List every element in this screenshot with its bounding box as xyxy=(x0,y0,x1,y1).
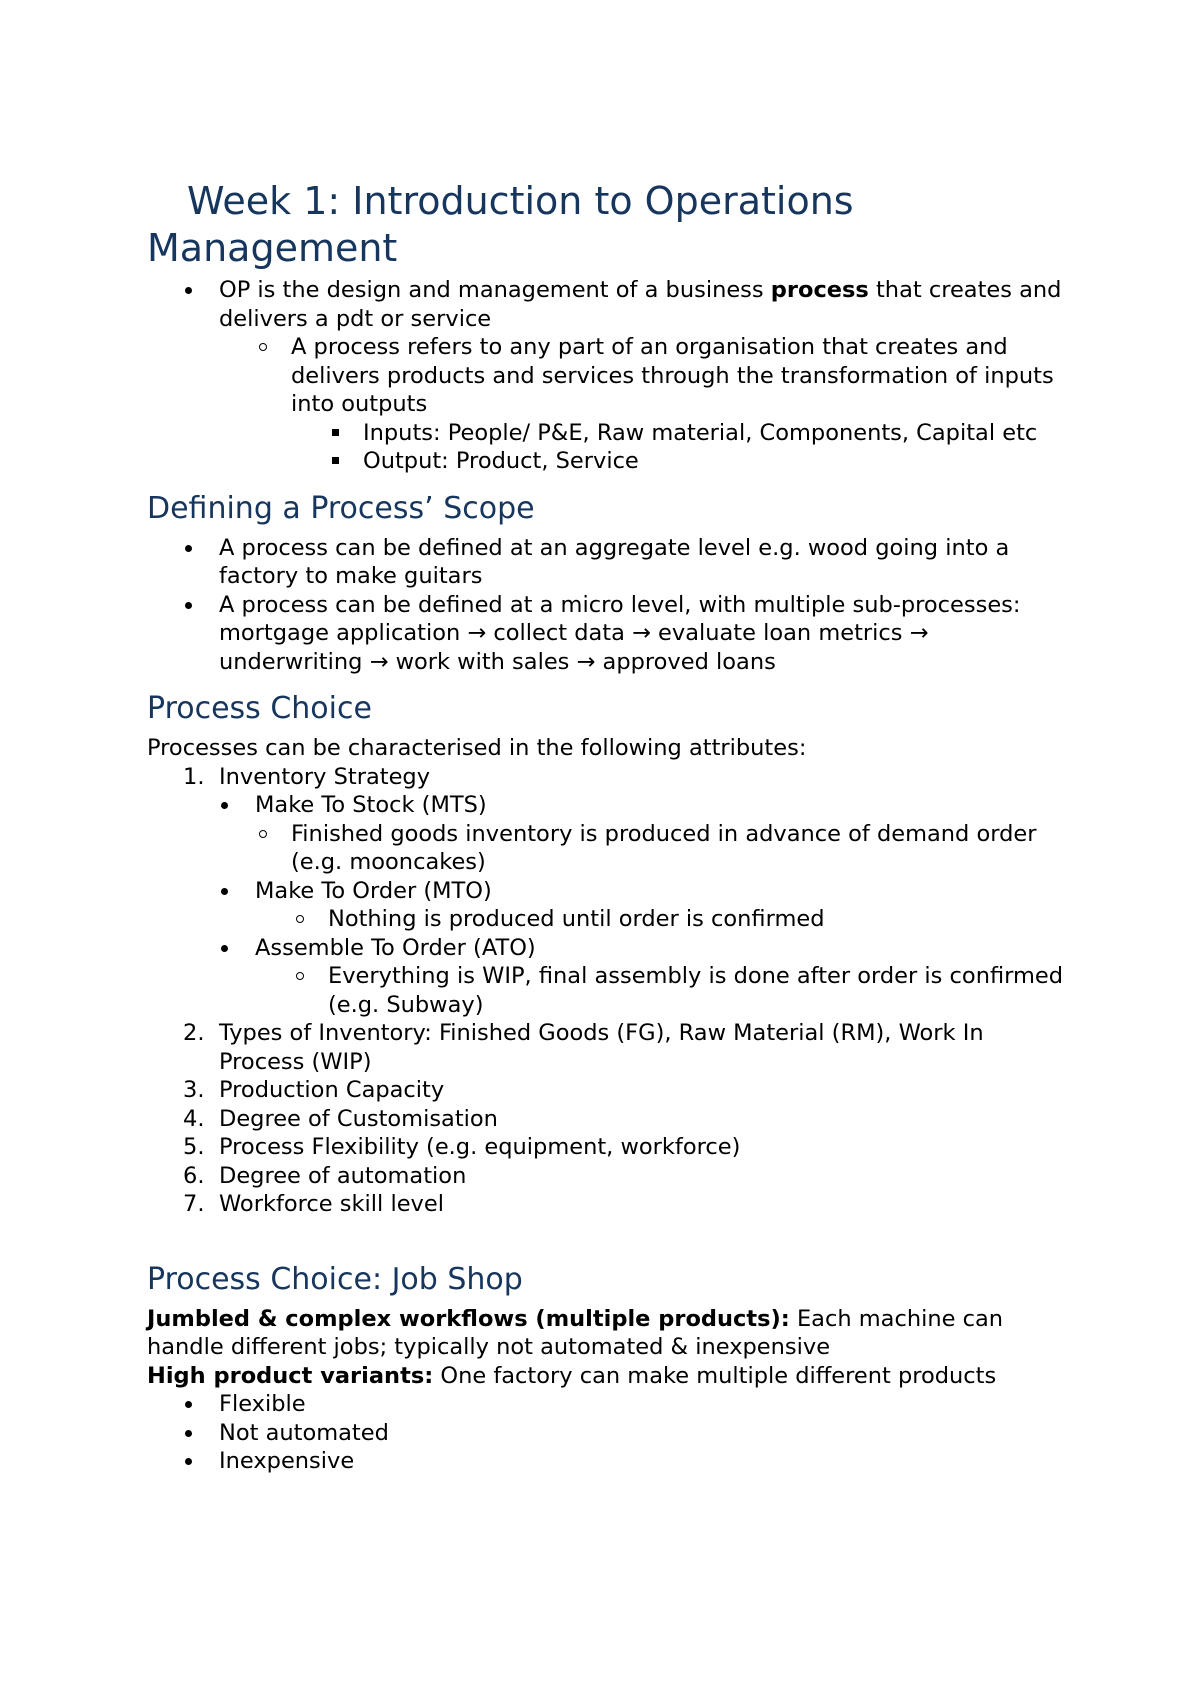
list-item xyxy=(147,791,1067,820)
document-page xyxy=(147,178,1067,1476)
bullet-icon xyxy=(185,287,192,294)
bullet-icon xyxy=(185,1430,192,1437)
list-item xyxy=(147,333,1067,419)
list-item-text: Make To Order (MTO) xyxy=(255,877,492,904)
circle-bullet-icon xyxy=(259,830,267,838)
list-item xyxy=(147,763,1067,792)
paragraph xyxy=(147,1305,1067,1362)
jobshop-list xyxy=(147,1390,1067,1476)
list-item-text: OP is the design and management of a business xyxy=(219,277,771,303)
list-item xyxy=(147,1133,1067,1162)
square-bullet-icon xyxy=(332,429,339,436)
list-number: 3. xyxy=(183,1077,205,1103)
list-item xyxy=(147,447,1067,476)
list-item xyxy=(147,877,1067,906)
list-item xyxy=(147,1447,1067,1476)
intro-list xyxy=(147,276,1067,476)
list-item xyxy=(147,1190,1067,1219)
paragraph-text: Each machine can handle different jobs; typically not automated & inexpensive xyxy=(147,1305,1004,1360)
circle-bullet-icon xyxy=(296,972,304,980)
list-number: 6. xyxy=(183,1162,205,1189)
list-item-text: A process can be defined at an aggregate level e.g. wood going into a factory to make guitars xyxy=(219,534,1010,589)
list-item xyxy=(147,591,1067,677)
page-title xyxy=(147,178,1067,272)
title-line-2: Management xyxy=(147,226,398,270)
list-item xyxy=(147,905,1067,934)
list-item xyxy=(147,419,1067,448)
list-item-text: Types of Inventory: Finished Goods (FG), Raw Material (RM), Work In Process (WIP) xyxy=(219,1020,984,1075)
list-item-text: Inventory Strategy xyxy=(219,763,431,790)
list-item-text: Degree of automation xyxy=(219,1162,467,1189)
bold-term: process xyxy=(770,277,869,303)
list-item-text: Nothing is produced until order is confirmed xyxy=(328,906,825,932)
list-item-text: that creates and delivers a pdt or service xyxy=(219,277,1062,332)
paragraph-text: One factory can make multiple different products xyxy=(433,1362,997,1389)
bullet-icon xyxy=(221,888,228,895)
square-bullet-icon xyxy=(332,457,339,464)
bullet-icon xyxy=(221,945,228,952)
list-item xyxy=(147,1105,1067,1134)
list-item xyxy=(147,962,1067,1019)
list-item-text: Everything is WIP, final assembly is done after order is confirmed (e.g. Subway) xyxy=(328,963,1064,1018)
list-item-text: Assemble To Order (ATO) xyxy=(255,934,536,961)
bullet-icon xyxy=(185,602,192,609)
list-item-text: Inexpensive xyxy=(219,1448,355,1474)
section-heading: Defining a Process’ Scope xyxy=(147,490,535,526)
list-item-text: Degree of Customisation xyxy=(219,1105,498,1132)
list-item-text: Output: Product, Service xyxy=(363,448,639,474)
paragraph: Processes can be characterised in the following attributes: xyxy=(147,735,807,761)
list-number: 4. xyxy=(183,1105,205,1132)
list-item-text: Make To Stock (MTS) xyxy=(255,792,487,818)
section-heading: Process Choice xyxy=(147,691,372,726)
list-item-text: A process can be defined at a micro level, with multiple sub-processes: mortgage application → collect data → evaluate loan metrics → underwriting → work with sales → approved loans xyxy=(219,591,1021,675)
list-item-text: A process refers to any part of an organisation that creates and delivers products and services through the transformation of inputs into outputs xyxy=(291,334,1054,417)
list-item xyxy=(147,534,1067,591)
list-item xyxy=(147,1390,1067,1419)
list-item xyxy=(147,1162,1067,1191)
circle-bullet-icon xyxy=(259,343,267,351)
list-item-text: Inputs: People/ P&E, Raw material, Components, Capital etc xyxy=(363,419,1038,446)
list-item xyxy=(147,1419,1067,1448)
bullet-icon xyxy=(185,545,192,552)
list-item-text: Workforce skill level xyxy=(219,1191,444,1217)
bold-term: High product variants: xyxy=(147,1362,434,1389)
circle-bullet-icon xyxy=(296,915,304,923)
list-item xyxy=(147,934,1067,963)
title-line-1: Week 1: Introduction to Operations xyxy=(187,179,854,223)
list-item xyxy=(147,1076,1067,1105)
bold-term: Jumbled & complex workflows (multiple products): xyxy=(147,1305,790,1332)
section-heading: Process Choice: Job Shop xyxy=(147,1261,523,1297)
list-item-text: Not automated xyxy=(219,1419,389,1446)
bullet-icon xyxy=(185,1401,192,1408)
list-item-text: Finished goods inventory is produced in advance of demand order (e.g. mooncakes) xyxy=(291,820,1037,875)
paragraph xyxy=(147,1362,1067,1391)
list-number: 1. xyxy=(183,763,205,790)
attributes-list xyxy=(147,763,1067,1219)
list-item-text: Production Capacity xyxy=(219,1077,445,1103)
list-item xyxy=(147,1019,1067,1076)
list-number: 7. xyxy=(183,1191,205,1217)
list-item xyxy=(147,276,1067,333)
bullet-icon xyxy=(221,802,228,809)
list-item-text: Flexible xyxy=(219,1391,306,1417)
list-item xyxy=(147,820,1067,877)
bullet-icon xyxy=(185,1458,192,1465)
list-item-text: Process Flexibility (e.g. equipment, workforce) xyxy=(219,1134,741,1160)
list-number: 2. xyxy=(183,1020,205,1046)
scope-list xyxy=(147,534,1067,677)
list-number: 5. xyxy=(183,1134,205,1160)
